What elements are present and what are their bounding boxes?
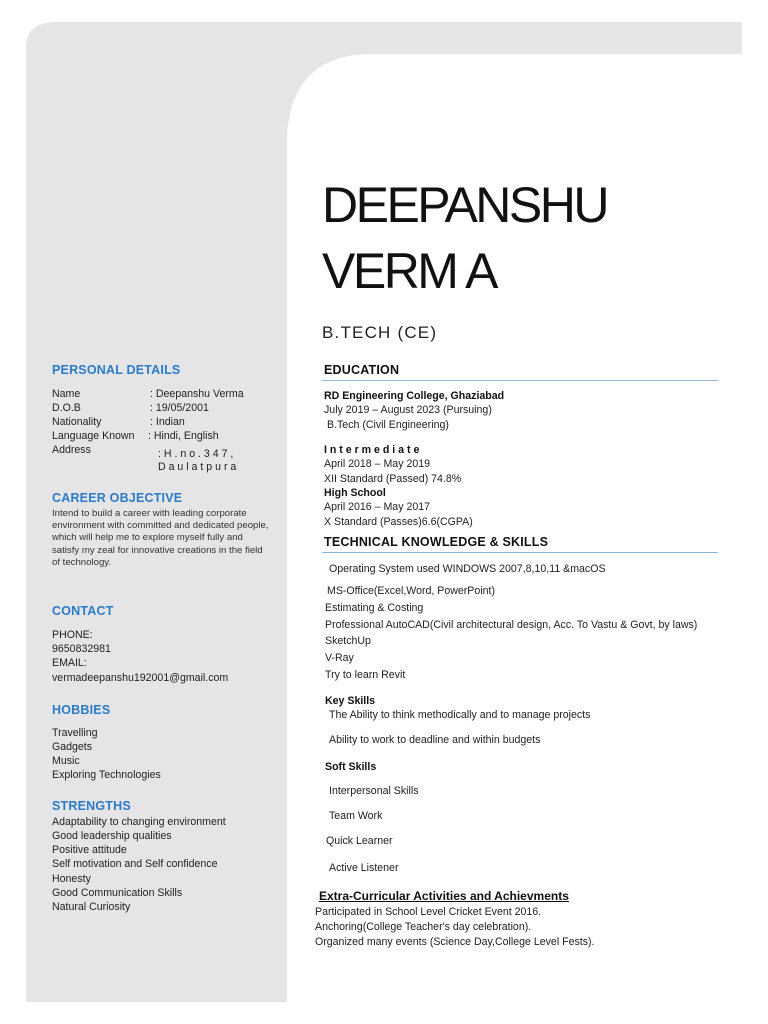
candidate-name-line1: DEEPANSHU bbox=[322, 177, 607, 233]
intermediate-dates: April 2018 – May 2019 bbox=[324, 458, 431, 470]
extracurricular-item: Participated in School Level Cricket Event 2016. bbox=[315, 906, 542, 918]
college-dates: July 2019 – August 2023 (Pursuing) bbox=[324, 404, 492, 416]
detail-value-name: : Deepanshu Verma bbox=[150, 388, 244, 400]
high-school-title: High School bbox=[324, 487, 386, 499]
soft-skill-item: Interpersonal Skills bbox=[329, 785, 419, 797]
key-skill-item: Ability to work to deadline and within budgets bbox=[329, 734, 541, 746]
detail-key-language: Language Known bbox=[52, 430, 135, 442]
candidate-degree: B.TECH (CE) bbox=[322, 323, 438, 342]
technical-divider bbox=[322, 552, 718, 553]
personal-details-heading: PERSONAL DETAILS bbox=[52, 363, 181, 377]
hobby-item: Gadgets bbox=[52, 741, 93, 753]
technical-item: Try to learn Revit bbox=[325, 669, 406, 681]
detail-value-dob: : 19/05/2001 bbox=[150, 402, 209, 414]
technical-item: Professional AutoCAD(Civil architectural design, Acc. To Vastu & Govt, by laws) bbox=[325, 619, 698, 631]
college-degree: B.Tech (Civil Engineering) bbox=[327, 419, 449, 431]
candidate-name-line2: VERM A bbox=[322, 243, 496, 299]
detail-key-name: Name bbox=[52, 388, 81, 400]
email-value: vermadeepanshu192001@gmail.com bbox=[52, 672, 229, 684]
detail-value-address: : H . n o . 3 4 7 , bbox=[158, 448, 234, 460]
detail-key-address: Address bbox=[52, 444, 91, 456]
key-skills-heading: Key Skills bbox=[325, 695, 376, 707]
technical-item: SketchUp bbox=[325, 635, 371, 647]
hobby-item: Exploring Technologies bbox=[52, 769, 161, 781]
intermediate-detail: XII Standard (Passed) 74.8% bbox=[324, 473, 462, 485]
technical-item: Operating System used WINDOWS 2007,8,10,11 &macOS bbox=[329, 563, 606, 575]
phone-label: PHONE: bbox=[52, 629, 93, 641]
strength-item: Good leadership qualities bbox=[52, 830, 172, 842]
college-name: RD Engineering College, Ghaziabad bbox=[324, 390, 505, 402]
extracurricular-item: Anchoring(College Teacher's day celebration). bbox=[315, 921, 532, 933]
intermediate-title: I n t e r m e d i a t e bbox=[324, 444, 420, 456]
strength-item: Positive attitude bbox=[52, 844, 127, 856]
soft-skill-item: Team Work bbox=[329, 810, 383, 822]
hobby-item: Music bbox=[52, 755, 80, 767]
strength-item: Honesty bbox=[52, 873, 91, 885]
high-school-detail: X Standard (Passes)6.6(CGPA) bbox=[324, 516, 473, 528]
soft-skills-heading: Soft Skills bbox=[325, 761, 377, 773]
extracurricular-heading: Extra-Curricular Activities and Achievments bbox=[319, 889, 569, 903]
detail-key-nationality: Nationality bbox=[52, 416, 102, 428]
key-skill-item: The Ability to think methodically and to manage projects bbox=[329, 709, 591, 721]
strength-item: Adaptability to changing environment bbox=[52, 816, 226, 828]
phone-value: 9650832981 bbox=[52, 643, 111, 655]
technical-item: V-Ray bbox=[325, 652, 354, 664]
hobbies-heading: HOBBIES bbox=[52, 703, 111, 717]
strength-item: Self motivation and Self confidence bbox=[52, 858, 218, 870]
education-divider bbox=[322, 380, 718, 381]
soft-skill-item: Active Listener bbox=[329, 862, 399, 874]
strengths-heading: STRENGTHS bbox=[52, 799, 131, 813]
technical-item: MS-Office(Excel,Word, PowerPoint) bbox=[327, 585, 495, 597]
email-label: EMAIL: bbox=[52, 657, 87, 669]
soft-skill-item: Quick Learner bbox=[326, 835, 393, 847]
hobby-item: Travelling bbox=[52, 727, 98, 739]
strength-item: Natural Curiosity bbox=[52, 901, 131, 913]
career-objective-text: Intend to build a career with leading corporate environment with committed and dedicated people, which will help me to explore myself fully and satisfy my zeal for innovative creations in the field of technology. bbox=[52, 508, 269, 568]
career-objective-heading: CAREER OBJECTIVE bbox=[52, 491, 183, 505]
technical-heading: TECHNICAL KNOWLEDGE & SKILLS bbox=[324, 535, 549, 549]
education-heading: EDUCATION bbox=[324, 363, 400, 377]
high-school-dates: April 2016 – May 2017 bbox=[324, 501, 431, 513]
detail-value-address-line2: D a u l a t p u r a bbox=[158, 461, 237, 473]
contact-heading: CONTACT bbox=[52, 604, 114, 618]
detail-key-dob: D.O.B bbox=[52, 402, 81, 414]
detail-value-language: : Hindi, English bbox=[148, 430, 219, 442]
detail-value-nationality: : Indian bbox=[150, 416, 185, 428]
strength-item: Good Communication Skills bbox=[52, 887, 183, 899]
extracurricular-item: Organized many events (Science Day,College Level Fests). bbox=[315, 936, 595, 948]
technical-item: Estimating & Costing bbox=[325, 602, 424, 614]
